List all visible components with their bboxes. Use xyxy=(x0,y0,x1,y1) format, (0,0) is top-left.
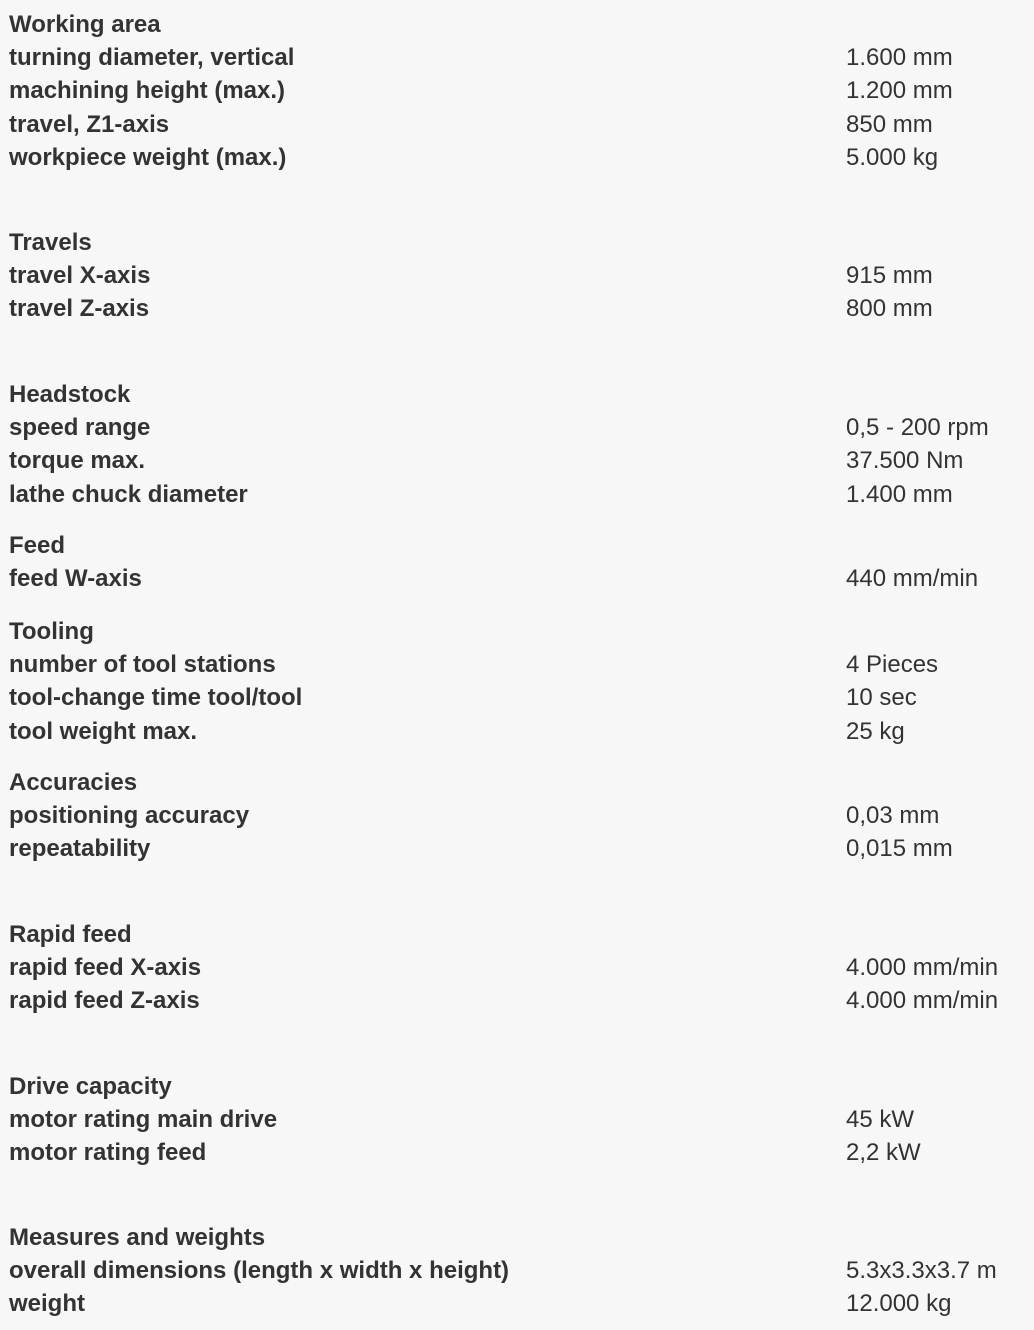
section-heading-measures-and-weights: Measures and weights xyxy=(9,1224,266,1251)
spec-label: motor rating feed xyxy=(9,1139,207,1166)
spec-value: 1.600 mm xyxy=(846,44,953,71)
spec-label: travel, Z1-axis xyxy=(9,111,170,138)
spec-label: number of tool stations xyxy=(9,651,276,678)
spec-label: machining height (max.) xyxy=(9,77,286,104)
spec-label: rapid feed Z-axis xyxy=(9,987,200,1014)
section-heading-accuracies: Accuracies xyxy=(9,769,138,796)
spec-label: overall dimensions (length x width x height) xyxy=(9,1257,510,1284)
spec-label: travel X-axis xyxy=(9,262,151,289)
section-heading-rapid-feed: Rapid feed xyxy=(9,921,132,948)
section-heading-travels: Travels xyxy=(9,229,92,256)
section-heading-feed: Feed xyxy=(9,532,66,559)
spec-label: lathe chuck diameter xyxy=(9,481,248,508)
spec-value: 440 mm/min xyxy=(846,565,979,592)
spec-value: 4.000 mm/min xyxy=(846,954,999,981)
spec-label: speed range xyxy=(9,414,151,441)
spec-label: torque max. xyxy=(9,447,146,474)
spec-value: 10 sec xyxy=(846,684,917,711)
section-heading-headstock: Headstock xyxy=(9,381,131,408)
spec-label: positioning accuracy xyxy=(9,802,250,829)
spec-value: 45 kW xyxy=(846,1106,915,1133)
spec-label: travel Z-axis xyxy=(9,295,150,322)
spec-value: 0,015 mm xyxy=(846,835,953,862)
spec-value: 37.500 Nm xyxy=(846,447,964,474)
spec-value: 0,03 mm xyxy=(846,802,940,829)
spec-value: 5.3x3.3x3.7 m xyxy=(846,1257,997,1284)
spec-value: 1.400 mm xyxy=(846,481,953,508)
spec-value: 2,2 kW xyxy=(846,1139,921,1166)
spec-label: rapid feed X-axis xyxy=(9,954,202,981)
spec-label: motor rating main drive xyxy=(9,1106,278,1133)
spec-value: 4 Pieces xyxy=(846,651,939,678)
spec-label: weight xyxy=(9,1290,85,1317)
section-heading-drive-capacity: Drive capacity xyxy=(9,1073,172,1100)
spec-label: repeatability xyxy=(9,835,151,862)
spec-value: 25 kg xyxy=(846,718,905,745)
spec-value: 0,5 - 200 rpm xyxy=(846,414,989,441)
spec-label: tool weight max. xyxy=(9,718,198,745)
spec-label: turning diameter, vertical xyxy=(9,44,295,71)
spec-value: 5.000 kg xyxy=(846,144,939,171)
spec-label: tool-change time tool/tool xyxy=(9,684,303,711)
section-heading-tooling: Tooling xyxy=(9,618,94,645)
spec-label: feed W-axis xyxy=(9,565,142,592)
spec-label: workpiece weight (max.) xyxy=(9,144,287,171)
spec-value: 12.000 kg xyxy=(846,1290,952,1317)
spec-value: 1.200 mm xyxy=(846,77,953,104)
spec-value: 850 mm xyxy=(846,111,933,138)
section-heading-working-area: Working area xyxy=(9,11,161,38)
spec-value: 4.000 mm/min xyxy=(846,987,999,1014)
spec-value: 915 mm xyxy=(846,262,933,289)
spec-value: 800 mm xyxy=(846,295,933,322)
